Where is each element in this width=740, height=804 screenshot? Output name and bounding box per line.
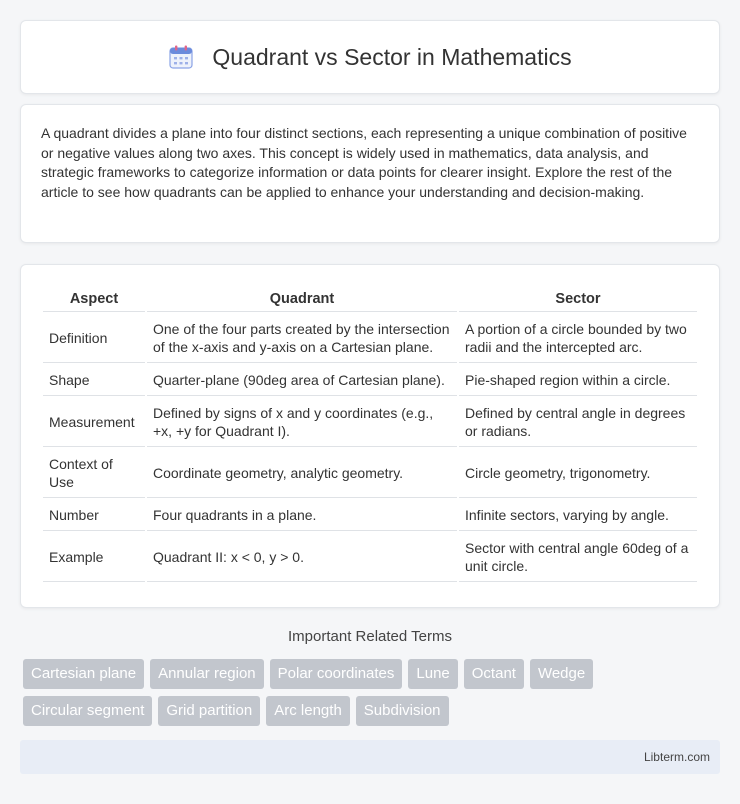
cell-aspect: Definition	[43, 314, 145, 363]
cell-quadrant: One of the four parts created by the intersection of the x-axis and y-axis on a Cartesian plane.	[147, 314, 457, 363]
cell-sector: Defined by central angle in degrees or radians.	[459, 398, 697, 447]
cell-sector: Circle geometry, trigonometry.	[459, 449, 697, 498]
comparison-table	[41, 285, 699, 584]
cell-sector: Pie-shaped region within a circle.	[459, 365, 697, 396]
cell-quadrant: Quarter-plane (90deg area of Cartesian plane).	[147, 365, 457, 396]
table-row	[43, 398, 697, 447]
header-quadrant: Quadrant	[147, 287, 457, 312]
table-row	[43, 533, 697, 582]
page-header	[20, 20, 720, 94]
related-terms-list	[20, 659, 720, 726]
footer-site-link[interactable]: Libterm.com	[643, 750, 710, 764]
cell-sector: Infinite sectors, varying by angle.	[459, 500, 697, 531]
cell-aspect: Measurement	[43, 398, 145, 447]
cell-quadrant: Defined by signs of x and y coordinates (e.g., +x, +y for Quadrant I).	[147, 398, 457, 447]
cell-sector: A portion of a circle bounded by two radii and the intercepted arc.	[459, 314, 697, 363]
table-row	[43, 449, 697, 498]
calendar-icon	[168, 44, 194, 70]
term-tag[interactable]: Grid partition	[158, 696, 260, 726]
intro-text: A quadrant divides a plane into four distinct sections, each representing a unique combination of positive or negative values along two axes. This concept is widely used in mathematics, data analysis, and strategic frameworks to categorize information or data points for clearer insight. Explore the rest of the article to see how quadrants can be applied to enhance your understanding and decision-making.	[41, 125, 687, 200]
comparison-card	[20, 264, 720, 608]
cell-aspect: Context of Use	[43, 449, 145, 498]
term-tag[interactable]: Cartesian plane	[23, 659, 144, 689]
cell-aspect: Number	[43, 500, 145, 531]
related-terms-title: Important Related Terms	[288, 628, 452, 645]
intro-card	[20, 104, 720, 243]
term-tag[interactable]: Wedge	[530, 659, 593, 689]
header-sector: Sector	[459, 287, 697, 312]
term-tag[interactable]: Circular segment	[23, 696, 152, 726]
header-aspect: Aspect	[43, 287, 145, 312]
cell-aspect: Shape	[43, 365, 145, 396]
term-tag[interactable]: Arc length	[266, 696, 350, 726]
cell-sector: Sector with central angle 60deg of a unit circle.	[459, 533, 697, 582]
term-tag[interactable]: Polar coordinates	[270, 659, 403, 689]
page-footer	[20, 740, 720, 774]
term-tag[interactable]: Annular region	[150, 659, 264, 689]
term-tag[interactable]: Octant	[464, 659, 524, 689]
term-tag[interactable]: Lune	[408, 659, 457, 689]
table-row	[43, 500, 697, 531]
table-row	[43, 365, 697, 396]
cell-quadrant: Four quadrants in a plane.	[147, 500, 457, 531]
cell-aspect: Example	[43, 533, 145, 582]
table-header-row	[43, 287, 697, 312]
table-row	[43, 314, 697, 363]
cell-quadrant: Coordinate geometry, analytic geometry.	[147, 449, 457, 498]
page-title: Quadrant vs Sector in Mathematics	[212, 43, 572, 70]
cell-quadrant: Quadrant II: x < 0, y > 0.	[147, 533, 457, 582]
term-tag[interactable]: Subdivision	[356, 696, 449, 726]
